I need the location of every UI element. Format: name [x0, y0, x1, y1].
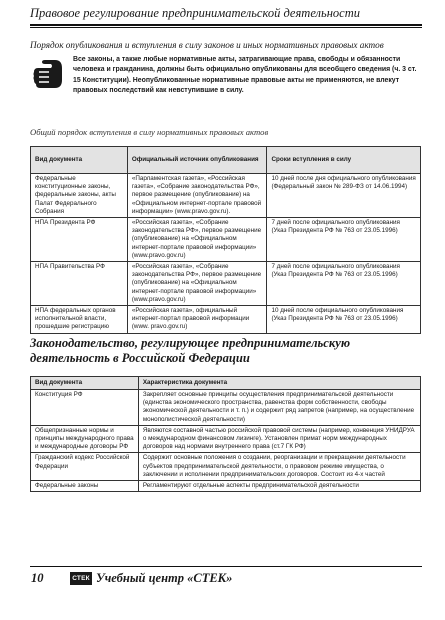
table-cell: Конституция РФ — [31, 390, 139, 426]
table-cell: 7 дней после официального опубликования (Указ Президента РФ № 763 от 23.05.1996) — [267, 218, 421, 262]
column-header: Сроки вступления в силу — [267, 147, 421, 174]
table-cell: «Российская газета», «Собрание законодательства РФ», первое размещение (опубликование) на «Официальном интернет-портале правовой информации» (www.pravo.gov.ru) — [127, 262, 267, 306]
table-cell: Содержит основные положения о создании, реорганизации и прекращении деятельности субъектов предпринимательской деятельности, о правовом режиме имущества, о заключении и исполнении предпринимательских договоров. Состоит из 4-х частей — [138, 453, 420, 481]
table-row — [31, 306, 421, 334]
table-cell: «Российская газета», официальный интернет-портал правовой информации (www. pravo.gov.ru) — [127, 306, 267, 334]
table-header-row — [31, 377, 421, 390]
table-cell: НПА Правительства РФ — [31, 262, 128, 306]
table-cell: «Парламентская газета», «Российская газета», «Собрание законодательства РФ», первое размещение (опубликование) на «Официальном интернет-портале правовой информации» (www.pravo.gov.ru). — [127, 174, 267, 218]
header-rule-thin — [30, 27, 422, 28]
table-header-row — [31, 147, 421, 174]
table-caption: Общий порядок вступления в силу нормативных правовых актов — [30, 127, 269, 137]
running-header: Правовое регулирование предпринимательской деятельности — [30, 6, 360, 20]
table-row — [31, 218, 421, 262]
table-cell: 10 дней после дня официального опубликования (Федеральный закон № 289-ФЗ от 14.06.1994) — [267, 174, 421, 218]
table-cell: Регламентируют отдельные аспекты предпринимательской деятельности — [138, 481, 420, 492]
table-row — [31, 453, 421, 481]
footer-publisher: Учебный центр «СТЕК» — [96, 571, 233, 585]
table-row — [31, 481, 421, 492]
footer-rule — [30, 566, 422, 567]
table-cell: 7 дней после официального опубликования (Указ Президента РФ № 763 от 23.05.1996) — [267, 262, 421, 306]
table-cell: Закрепляет основные принципы осуществления предпринимательской деятельности (единства экономического пространства, равенства форм собственности, свободы экономической деятельности и т. п.) и содержит ряд запретов (например, на осуществление монополистической деятельности) — [138, 390, 420, 426]
table-row — [31, 425, 421, 453]
table-cell: «Российская газета», «Собрание законодательства РФ», первое размещение (опубликование) на «Официальном интернет-портале правовой информации» (www.pravo.gov.ru) — [127, 218, 267, 262]
table-cell: НПА Президента РФ — [31, 218, 128, 262]
pointing-hand-icon — [31, 58, 65, 92]
column-header: Вид документа — [31, 147, 128, 174]
column-header: Характеристика документа — [138, 377, 420, 390]
table-cell: Являются составной частью российской правовой системы (например, конвенция УНИДРУА о международном финансовом лизинге). Установлен примат норм международных договоров над нормами внутреннего права (ст.7 ГК РФ) — [138, 425, 420, 453]
section-subheading: Порядок опубликования и вступления в силу законов и иных нормативных правовых актов — [30, 40, 384, 50]
column-header: Вид документа — [31, 377, 139, 390]
table-row — [31, 262, 421, 306]
important-note: Все законы, а также любые нормативные акты, затрагивающие права, свободы и обязанности человека и гражданина, должны быть официально опубликованы для всеобщего сведения (ч. 3 ст. 15 Конституции). Неопубликованные нормативные правовые акты не применяются, не влекут правовых последствий как невступившие в силу. — [73, 56, 417, 95]
table-cell: 10 дней после официального опубликования (Указ Президента РФ № 763 от 23.05.1996) — [267, 306, 421, 334]
table-cell: Федеральные законы — [31, 481, 139, 492]
entry-into-force-table — [30, 146, 421, 334]
table-cell: Общепризнанные нормы и принципы международного права и международные договоры РФ — [31, 425, 139, 453]
table-row — [31, 174, 421, 218]
legislation-table — [30, 376, 421, 492]
table-cell: Гражданский кодекс Российской Федерации — [31, 453, 139, 481]
header-rule — [30, 24, 422, 26]
table-cell: НПА федеральных органов исполнительной власти, прошедшие регистрацию — [31, 306, 128, 334]
stek-logo: СТЕК — [70, 572, 92, 585]
section-heading: Законодательство, регулирующее предпринимательскую деятельность в Российской Федерации — [30, 336, 351, 365]
column-header: Официальный источник опубликования — [127, 147, 267, 174]
table-row — [31, 390, 421, 426]
page-number: 10 — [31, 571, 44, 585]
table-cell: Федеральные конституционные законы, федеральные законы, акты Палат Федерального Собрания — [31, 174, 128, 218]
